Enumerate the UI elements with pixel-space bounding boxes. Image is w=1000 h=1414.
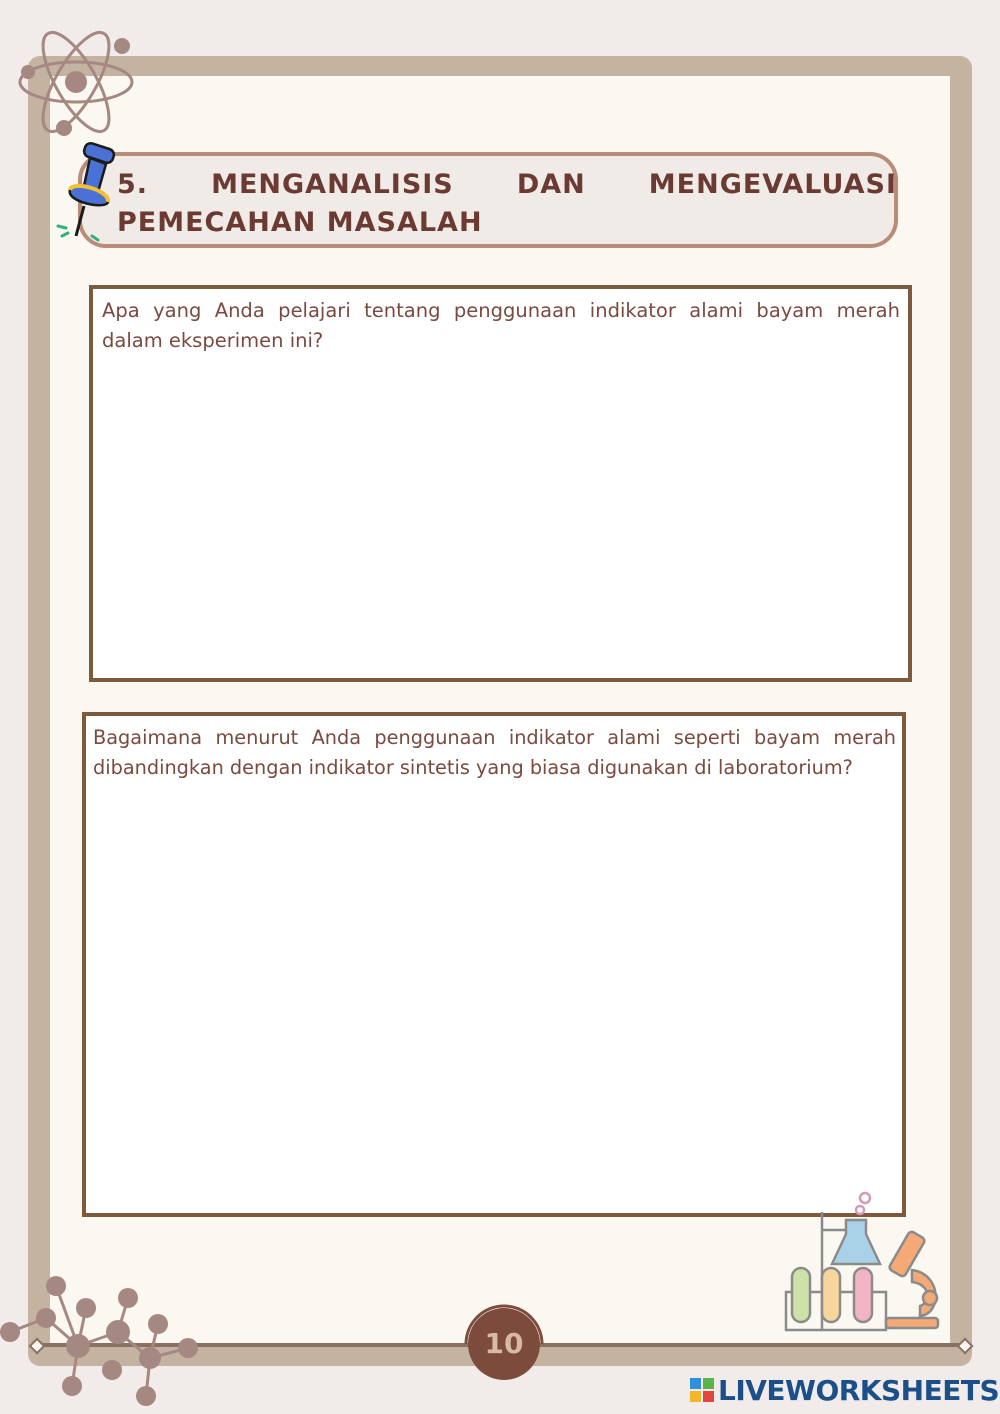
question-2-text: Bagaimana menurut Anda penggunaan indikator alami seperti bayam merah dibandingkan dengan indikator sintetis yang biasa digunakan di laboratorium?: [93, 726, 896, 779]
pushpin-icon: [54, 140, 124, 246]
brand-watermark[interactable]: [690, 1372, 999, 1408]
liveworksheets-logo-icon: [690, 1378, 714, 1402]
question-1-text: Apa yang Anda pelajari tentang penggunaan indikator alami bayam merah dalam eksperimen ini?: [102, 299, 900, 352]
lab-equipment-icon: [782, 1190, 948, 1336]
answer-box-2[interactable]: [82, 712, 906, 1217]
brand-name: LIVEWORKSHEETS: [718, 1373, 1000, 1407]
page-number: 10: [484, 1327, 524, 1360]
section-title: 5. MENGANALISIS DAN MENGEVALUASI PEMECAHAN MASALAH: [117, 169, 897, 238]
footer-diamond-right-icon: [956, 1337, 974, 1355]
atom-icon: [12, 22, 142, 144]
answer-box-1[interactable]: [89, 285, 912, 682]
molecule-icon: [0, 1268, 210, 1414]
